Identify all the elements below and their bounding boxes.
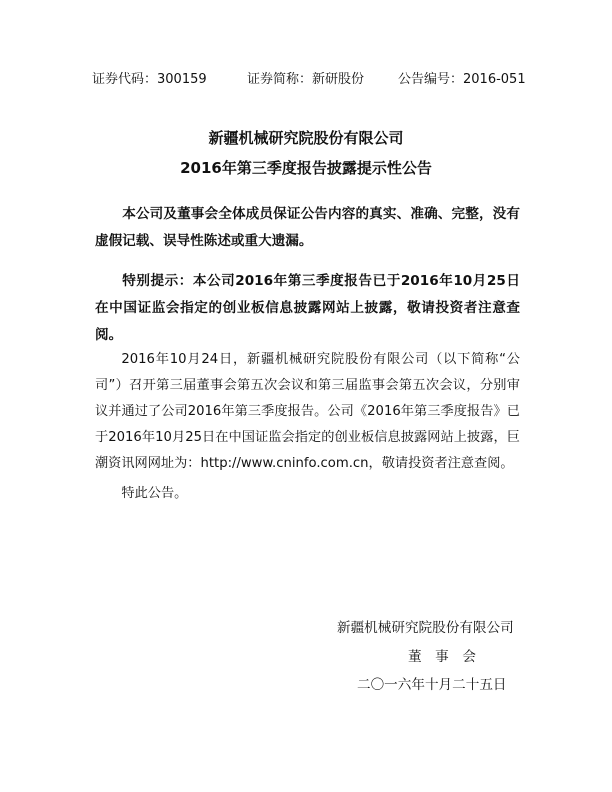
body-text-part1: 2016年10月24日，新疆机械研究院股份有限公司（以下简称“公司”）召开第三届董事会第五次会议和第三届监事会第五次会议，分别审议并通过了公司2016年第三季度报告。公司《2016年第三季度报告》已于2016年10月25日在中国证监会指定的创业板信息披露网站上披露，巨潮资讯网网址为： bbox=[95, 352, 520, 471]
document-header bbox=[92, 70, 524, 90]
guarantee-paragraph: 本公司及董事会全体成员保证公告内容的真实、准确、完整，没有虚假记载、误导性陈述或重大遗漏。 bbox=[95, 206, 520, 249]
signature-company: 新疆机械研究院股份有限公司 bbox=[337, 620, 514, 636]
body-text-part2: ，敬请投资者注意查阅。 bbox=[368, 456, 514, 471]
announcement-title: 2016年第三季度报告披露提示性公告 bbox=[180, 159, 432, 177]
announcement-number: 公告编号：2016-051 bbox=[398, 72, 526, 87]
special-notice-label: 特别提示： bbox=[122, 273, 193, 289]
stock-short-name: 证券简称：新研股份 bbox=[247, 72, 365, 87]
body-paragraph bbox=[95, 347, 520, 477]
website-url: http://www.cninfo.com.cn bbox=[200, 456, 369, 471]
special-notice-paragraph bbox=[95, 268, 520, 349]
special-notice-text: 本公司2016年第三季度报告已于2016年10月25日在中国证监会指定的创业板信息披露网站上披露，敬请投资者注意查阅。 bbox=[95, 273, 520, 343]
signature-board: 董 事 会 bbox=[408, 649, 476, 665]
signature-date: 二〇一六年十月二十五日 bbox=[357, 677, 507, 693]
closing-line: 特此公告。 bbox=[121, 486, 188, 501]
company-title: 新疆机械研究院股份有限公司 bbox=[208, 129, 404, 147]
stock-code: 证券代码：300159 bbox=[92, 72, 207, 87]
